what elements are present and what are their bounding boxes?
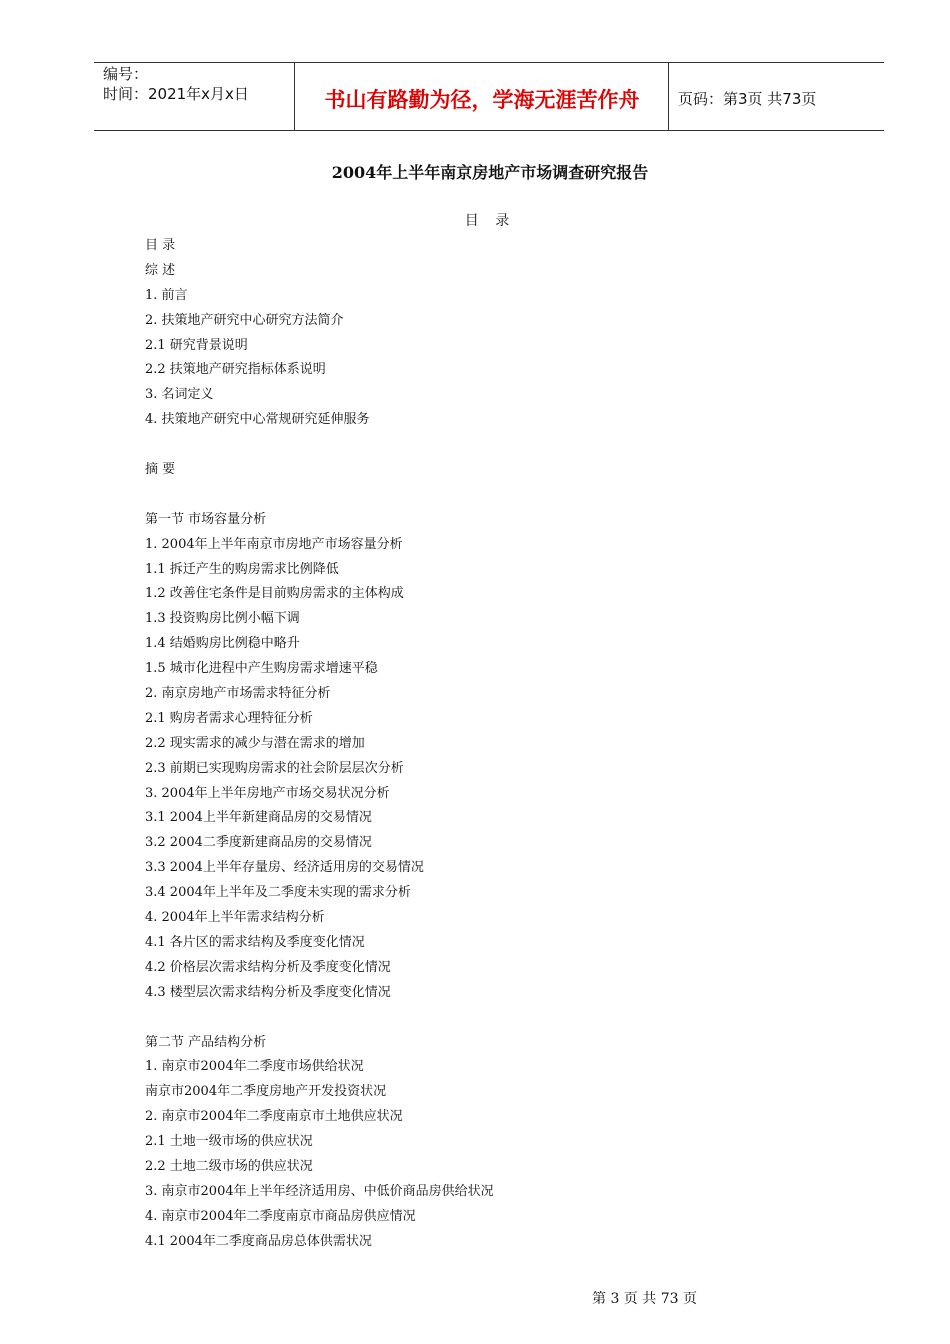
header-meta: [103, 64, 249, 104]
toc-heading: 目 录: [464, 213, 516, 229]
toc-item: 1.5 城市化进程中产生购房需求增速平稳: [145, 661, 378, 677]
toc-item: 第二节 产品结构分析: [145, 1034, 267, 1050]
toc-item: 3.4 2004年上半年及二季度未实现的需求分析: [145, 885, 411, 901]
header-bottom-rule: [94, 130, 884, 131]
toc-spacer: [145, 1006, 494, 1031]
toc-item: 2.2 扶策地产研究指标体系说明: [145, 362, 326, 378]
toc-item: 3.2 2004二季度新建商品房的交易情况: [145, 835, 372, 851]
toc-item: 第一节 市场容量分析: [145, 511, 267, 527]
toc-item: 1. 2004年上半年南京市房地产市场容量分析: [145, 536, 403, 552]
header-divider-2: [668, 62, 669, 130]
toc-item: 目 录: [145, 238, 176, 253]
toc-item: 2.1 研究背景说明: [145, 337, 248, 353]
toc-item: 1. 前言: [145, 287, 188, 303]
toc-spacer: [145, 433, 494, 458]
toc-item: 2. 南京市2004年二季度南京市土地供应状况: [145, 1109, 403, 1125]
toc-item: 2.1 购房者需求心理特征分析: [145, 710, 313, 726]
toc-item: 1.1 拆迁产生的购房需求比例降低: [145, 561, 339, 577]
toc-item: 3. 2004年上半年房地产市场交易状况分析: [145, 785, 390, 801]
toc-item: 1. 南京市2004年二季度市场供给状况: [145, 1059, 364, 1075]
toc-item: 4.1 各片区的需求结构及季度变化情况: [145, 934, 365, 950]
toc-item: 1.2 改善住宅条件是目前购房需求的主体构成: [145, 586, 404, 602]
toc-item: 综 述: [145, 262, 176, 278]
toc-item: 2.2 土地二级市场的供应状况: [145, 1158, 313, 1174]
page-footer: 第 3 页 共 73 页: [592, 1291, 697, 1307]
toc-item: 2. 南京房地产市场需求特征分析: [145, 686, 331, 702]
toc-item: 4.1 2004年二季度商品房总体供需状况: [145, 1233, 372, 1249]
time-label: 时间：2021年x月x日: [103, 85, 249, 103]
toc-item: 4.3 楼型层次需求结构分析及季度变化情况: [145, 984, 391, 1000]
header-motto: 书山有路勤为径，学海无涯苦作舟: [324, 88, 640, 112]
toc-item: 2.1 土地一级市场的供应状况: [145, 1134, 313, 1150]
toc-item: 3. 名词定义: [145, 387, 214, 403]
toc-item: 4. 2004年上半年需求结构分析: [145, 910, 325, 926]
toc-item: 2.2 现实需求的减少与潜在需求的增加: [145, 735, 365, 751]
table-of-contents: [145, 234, 494, 1255]
header-divider-1: [294, 62, 295, 130]
document-title: 2004年上半年南京房地产市场调查研究报告: [331, 163, 649, 182]
toc-item: 3. 南京市2004年上半年经济适用房、中低价商品房供给状况: [145, 1183, 494, 1199]
header-page-info: 页码：第3页 共73页: [678, 90, 817, 108]
toc-item: 4. 南京市2004年二季度南京市商品房供应情况: [145, 1208, 416, 1224]
toc-item: 4. 扶策地产研究中心常规研究延伸服务: [145, 412, 370, 428]
toc-item: 1.4 结婚购房比例稳中略升: [145, 636, 300, 652]
toc-item: 1.3 投资购房比例小幅下调: [145, 611, 300, 627]
toc-item: 摘 要: [145, 462, 176, 478]
toc-item: 4.2 价格层次需求结构分析及季度变化情况: [145, 959, 391, 975]
toc-item: 3.3 2004上半年存量房、经济适用房的交易情况: [145, 860, 424, 876]
serial-label: 编号：: [103, 65, 149, 83]
toc-item: 南京市2004年二季度房地产开发投资状况: [145, 1084, 387, 1100]
toc-item: 2. 扶策地产研究中心研究方法简介: [145, 312, 344, 328]
header-top-rule: [94, 62, 884, 63]
toc-item: 2.3 前期已实现购房需求的社会阶层层次分析: [145, 760, 404, 776]
toc-spacer: [145, 483, 494, 508]
toc-item: 3.1 2004上半年新建商品房的交易情况: [145, 810, 372, 826]
